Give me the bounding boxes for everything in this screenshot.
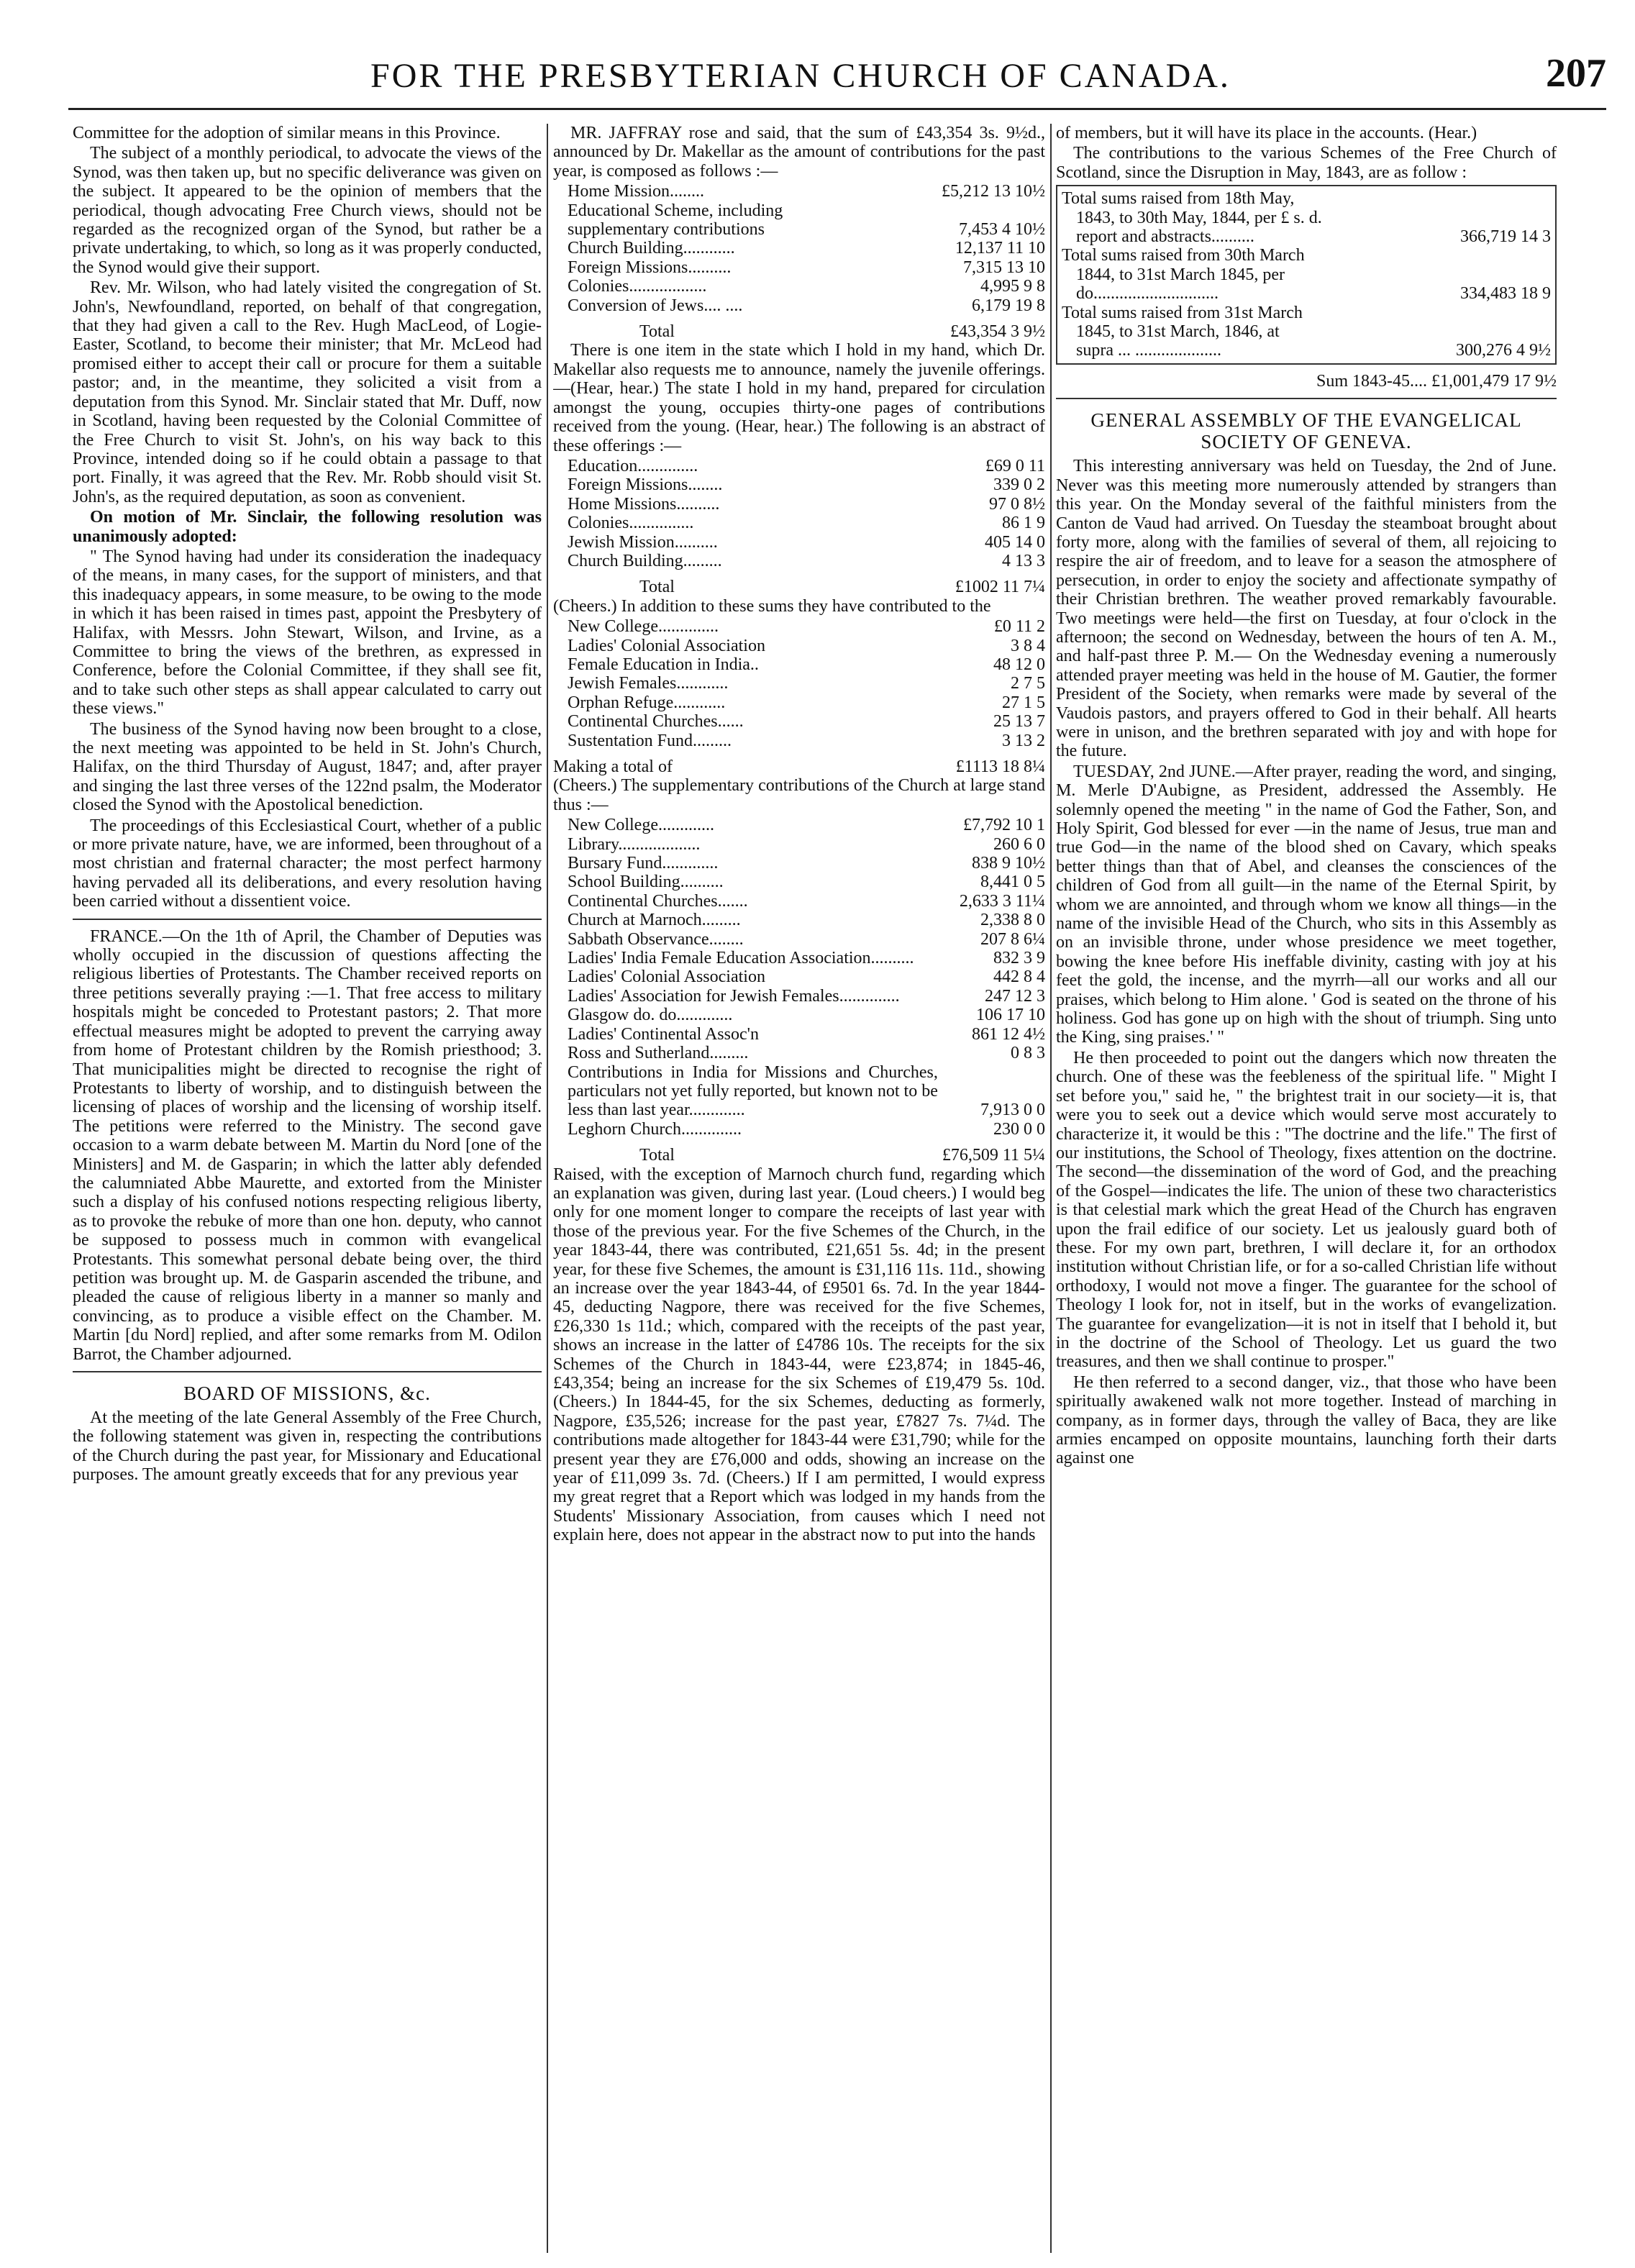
page-number: 207 xyxy=(1546,51,1606,96)
ledger-row xyxy=(553,949,1045,967)
column-divider-2 xyxy=(1050,124,1052,2253)
ledger-amount: 247 12 3 xyxy=(985,986,1045,1006)
running-title: FOR THE PRESBYTERIAN CHURCH OF CANADA. xyxy=(370,57,1231,95)
ledger-row xyxy=(553,674,1045,693)
ledger-amount: 12,137 11 10 xyxy=(955,239,1045,258)
paragraph: There is one item in the state which I hold in my hand, which Dr. Makellar also requests me to announce, namely the juvenile offerings.—(Hear, hear.) The state I hold in my hand, prepared for circulation amongst the young, occupies thirty-one pages of contributions received from the young. (Hear, hear.) The following is an abstract of these offerings :— xyxy=(553,341,1045,455)
paragraph: The contributions to the various Schemes of the Free Church of Scotland, since the Disruption in May, 1843, are as follow : xyxy=(1056,144,1557,182)
ledger-item: Ladies' Continental Assoc'n xyxy=(568,1024,759,1044)
total-value: £76,509 11 5¼ xyxy=(942,1146,1045,1165)
ledger-row xyxy=(553,930,1045,949)
ledger-row xyxy=(553,854,1045,873)
ledger-item: Bursary Fund............. xyxy=(568,854,719,873)
ledger-amount: 86 1 9 xyxy=(1002,514,1045,533)
ledger-item: Jewish Females............ xyxy=(568,674,729,693)
ledger-amount: 405 14 0 xyxy=(985,532,1045,552)
ledger-amount: 4,995 9 8 xyxy=(980,277,1045,296)
ledger-amount: 0 8 3 xyxy=(1011,1044,1045,1063)
ledger-item: Colonies.................. xyxy=(568,277,707,296)
ledger-amount: 8,441 0 5 xyxy=(980,873,1045,892)
making-row xyxy=(553,750,1045,776)
ledger-row xyxy=(553,637,1045,655)
total-label: Total xyxy=(639,1146,675,1165)
ledger-row xyxy=(553,873,1045,891)
paragraph: On motion of Mr. Sinclair, the following resolution was unanimously adopted: xyxy=(73,508,542,546)
ledger-amount: 339 0 2 xyxy=(993,475,1045,495)
ledger-row xyxy=(553,967,1045,986)
ledger-row xyxy=(553,816,1045,834)
ledger-item: Ladies' Association for Jewish Females.............. xyxy=(568,986,900,1006)
paragraph: He then referred to a second danger, viz., that those who have been spiritually awakened walk not more together. Instead of marching in company, as in former days, through the valley of Baca, they are like armies encamped on opposite mountains, launching forth their darts against one xyxy=(1056,1372,1557,1468)
ledger-item: Ross and Sutherland......... xyxy=(568,1044,749,1063)
ledger-amount: 97 0 8½ xyxy=(989,494,1045,514)
paragraph: (Cheers.) The supplementary contributions of the Church at large stand thus :— xyxy=(553,776,1045,814)
ledger-item: Orphan Refuge............ xyxy=(568,693,726,712)
supplementary-table xyxy=(553,816,1045,1165)
making-value: £1113 18 8¼ xyxy=(955,757,1045,776)
paragraph: Raised, with the exception of Marnoch church fund, regarding which an explanation was given, during last year. (Loud cheers.) I would beg only for one moment longer to compare the receipts of last year with those of the previous year. For the five Schemes of the Church, in the year 1843-44, there was contributed, £21,651 5s. 4d; in the present year, for these five Schemes, the amount is £31,116 11s. 11d., showing an increase over the year 1843-44, of £9501 6s. 7d. In the year 1844-45, deducting Nagpore, there was received for the five Schemes, £26,330 1s 11d.; which, compared with the receipts of the past year, shows an increase in the latter of £4786 10s. The receipts for the six Schemes of the Church in 1843-44, were £23,874; in 1845-46, £43,354; being an increase for the six Schemes of £19,479 5s. 10d. (Cheers.) In 1844-45, for the six Schemes, deducting as formerly, Nagpore, £35,526; increase for the past year, £7827 7s. 7¼d. The contributions made altogether for 1843-44 were £31,790; while for the present year they are £76,000 and odds, showing an increase on the year of £11,099 3s. 7d. (Cheers.) If I am permitted, I would express my great regret that a Report which was lodged in my hands from the Students' Missionary Association, from causes which I need not explain here, does not appear in the abstract now to put into the hands xyxy=(553,1165,1045,1545)
ledger-item: Jewish Mission.......... xyxy=(568,532,718,552)
ledger-item: Sustentation Fund......... xyxy=(568,731,732,750)
section-rule xyxy=(1056,398,1557,399)
other-contributions-table xyxy=(553,617,1045,776)
ledger-item: Conversion of Jews.... .... xyxy=(568,296,743,315)
ledger-amount: £5,212 13 10½ xyxy=(942,182,1045,201)
disruption-summary-box xyxy=(1056,185,1557,365)
ledger-row xyxy=(553,220,1045,239)
ledger-item: supplementary contributions xyxy=(568,220,765,240)
ledger-amount: 7,913 0 0 xyxy=(980,1101,1045,1120)
ledger-item: Sabbath Observance........ xyxy=(568,929,744,949)
ledger-item: Church Building......... xyxy=(568,551,722,570)
summary-entry: Total sums raised from 30th March 1844, to 31st March 1845, per do............................. 334,483 18 9 xyxy=(1062,246,1551,304)
ledger-item: Foreign Missions........ xyxy=(568,475,723,495)
ledger-row xyxy=(553,201,1045,220)
total-row xyxy=(553,315,1045,341)
ledger-amount: 838 9 10½ xyxy=(972,854,1045,873)
ledger-item: School Building.......... xyxy=(568,873,724,892)
ledger-amount: 832 3 9 xyxy=(993,949,1045,968)
header-rule xyxy=(68,108,1606,110)
ledger-amount: 7,453 4 10½ xyxy=(959,220,1045,240)
paragraph: of members, but it will have its place in the accounts. (Hear.) xyxy=(1056,124,1477,142)
paragraph: This interesting anniversary was held on Tuesday, the 2nd of June. Never was this meeting more numerously attended by strangers than this year. On the Monday several of the faithful ministers from the Canton de Vaud had arrived. On Tuesday the steamboat brought about forty more, along with the families of several of them, all rejoicing to respire the air of freedom, and to leave for a season the atmosphere of persecution, in order to enjoy the society and affectionate sympathy of their Christian brethren. The weather proved remarkably favourable. Two meetings were held—the first on Tuesday, at four o'clock in the afternoon; the second on Wednesday, between the hours of ten A. M., and half-past three P. M.— On the Wednesday evening a numerously attended prayer meeting was held in the house of M. Gautier, the former President of the Society, when remarks were made by several of the Vaudois pastors, and prayers offered to God in their behalf. All hearts were in unison, and the brethren separated with joy and with hope for the future. xyxy=(1056,457,1557,761)
ledger-item: Home Mission........ xyxy=(568,182,705,201)
jaffray-intro: MR. JAFFRAY rose and said, that the sum of £43,354 3s. 9½d., announced by Dr. Makellar as the amount of contributions for the past year, is composed as follows :— xyxy=(553,124,1045,181)
total-row xyxy=(553,1139,1045,1165)
ledger-row xyxy=(553,693,1045,712)
ledger-row xyxy=(553,712,1045,731)
ledger-row xyxy=(553,987,1045,1006)
page-header xyxy=(0,0,1635,97)
paragraph: Committee for the adoption of similar means in this Province. xyxy=(73,124,501,142)
ledger-item: Education.............. xyxy=(568,456,698,475)
ledger-amount: 442 8 4 xyxy=(993,967,1045,987)
section-rule xyxy=(73,1371,542,1372)
france-paragraph: FRANCE.—On the 1th of April, the Chamber of Deputies was wholly occupied in the discussion of questions affecting the religious liberties of Protestants. The Chamber received reports on three petitions severally praying :—1. That free access to military hospitals might be conceded to Protestant pastors; 2. That more effectual measures might be adopted to prevent the carrying away from home of Protestant children by the Romish priesthood; 3. That municipalities might be directed to recognise the right of Protestants to liberty of worship, and to distinguish between the licensing of places of worship and the licensing of worship itself. The petitions were referred to the Ministry. The second gave occasion to a warm debate between M. Martin du Nord [one of the Ministers] and M. de Gasparin; in which the latter ably defended the calumniated Abbe Maurette, and extorted from the Minister such a display of his confused notions respecting religious liberty, as to provoke the rebuke of more than one hon. deputy, who cannot be supposed to possess much in common with evangelical Protestants. This somewhat personal debate being over, the third petition was brought up. M. de Gasparin ascended the tribune, and pleaded the cause of religious liberty in a manner so manly and convincing, as to produce a visible effect on the Chamber. M. Martin [du Nord] replied, and after some remarks from M. Odilon Barrot, the Chamber adjourned. xyxy=(73,926,542,1364)
paragraph: The business of the Synod having now been brought to a close, the next meeting was appointed to be held in St. John's Church, Halifax, on the third Thursday of August, 1847; and, after prayer and singing the last three verses of the 122nd psalm, the Moderator closed the Synod with the Apostolical benediction. xyxy=(73,719,542,815)
ledger-item: New College.............. xyxy=(568,617,719,637)
column-1 xyxy=(73,124,542,2253)
ledger-amount: 2,338 8 0 xyxy=(980,911,1045,930)
juvenile-offerings-table xyxy=(553,457,1045,597)
ledger-item: Educational Scheme, including xyxy=(568,201,783,220)
ledger-row xyxy=(553,552,1045,570)
ledger-item: Library................... xyxy=(568,834,701,854)
paragraph: He then proceeded to point out the dangers which now threaten the church. One of these was the feebleness of the spiritual life. " Might I set before you," said he, " the brightest trait in our society—it is, that were you to seek out a device which would serve most accurately to characterize it, it would be this : "The doctrine and the life." The first of our institutions, the School of Theology, fixes attention on the doctrine. The second—the dissemination of the word of God, and the preaching of the Gospel—indicates the life. The union of these two characteristics is that celestial mark which the great Head of the Church has engraven upon the frail edifice of our society. Let us jealously guard both of these. For my own part, brethren, I will declare it, for an orthodox institution without Christian life, or for a so-called Christian life without orthodoxy, I would not move a finger. The guarantee for the school of Theology I look for, not in itself, but in the works of evangelization. The guarantee for evangelization—it is not in itself that I behold it, but in the doctrine of the School of Theology. Let us guard the two treasures, and then we shall continue to prosper." xyxy=(1056,1048,1557,1372)
ledger-amount: 2 7 5 xyxy=(1011,674,1045,693)
total-value: £43,354 3 9½ xyxy=(950,322,1045,342)
ledger-amount: 6,179 19 8 xyxy=(972,296,1045,315)
board-paragraph: At the meeting of the late General Assembly of the Free Church, the following statement was given in, respecting the contributions of the Church during the past year, for Missionary and Educational purposes. The amount greatly exceeds that for any previous year xyxy=(73,1408,542,1485)
ledger-amount: 260 6 0 xyxy=(993,834,1045,854)
column-2 xyxy=(553,124,1045,2253)
ledger-row xyxy=(553,182,1045,201)
ledger-item: Leghorn Church.............. xyxy=(568,1119,742,1139)
ledger-row xyxy=(553,296,1045,315)
making-label: Making a total of xyxy=(553,757,673,776)
contributions-table xyxy=(553,182,1045,341)
column-divider-1 xyxy=(547,124,548,2253)
ledger-row xyxy=(553,457,1045,475)
ledger-amount: £69 0 11 xyxy=(985,456,1045,475)
ledger-row xyxy=(553,1025,1045,1044)
paragraph: Rev. Mr. Wilson, who had lately visited the congregation of St. John's, Newfoundland, reported, on behalf of that congregation, that they had given a call to the Rev. Hugh MacLeod, of Logie-Easter, Scotland, to become their minister; that Mr. McLeod had promised either to accept their call or procure for them a suitable pastor; and, in the meantime, they solicited a visit from a deputation from this Synod. Mr. Sinclair stated that Mr. Duff, now in Scotland, having been requested by the Colonial Committee of the Free Church to visit St. John's, on his way back to this Province, intended doing so if he could obtain a passage to that port. Finally, it was agreed that the Rev. Mr. Robb should visit St. John's, as the required deputation, as soon as convenient. xyxy=(73,278,542,506)
total-label: Total xyxy=(639,578,675,597)
ledger-row xyxy=(553,533,1045,552)
total-label: Total xyxy=(639,322,675,342)
ledger-item: Foreign Missions.......... xyxy=(568,258,732,277)
ledger-row xyxy=(553,514,1045,532)
ledger-row xyxy=(553,277,1045,296)
ledger-row xyxy=(553,732,1045,750)
ledger-item: Glasgow do. do............. xyxy=(568,1006,733,1025)
ledger-row xyxy=(553,835,1045,854)
ledger-item: Colonies............... xyxy=(568,514,694,533)
ledger-row xyxy=(553,495,1045,514)
section-rule xyxy=(73,919,542,920)
ledger-amount: 25 13 7 xyxy=(993,712,1045,732)
geneva-heading: GENERAL ASSEMBLY OF THE EVANGELICAL SOCIETY OF GENEVA. xyxy=(1090,409,1522,453)
ledger-row xyxy=(553,617,1045,636)
ledger-item: Contributions in India for Missions and Churches, particulars not yet fully reported, but known not to be less than last year............. xyxy=(568,1062,938,1120)
ledger-item: Ladies' Colonial Association xyxy=(568,967,765,987)
ledger-amount: 2,633 3 11¼ xyxy=(959,891,1045,911)
ledger-item: Church at Marnoch......... xyxy=(568,911,741,930)
paragraph: (Cheers.) In addition to these sums they have contributed to the xyxy=(553,596,991,616)
ledger-amount: 207 8 6¼ xyxy=(980,929,1045,949)
ledger-amount: 861 12 4½ xyxy=(972,1024,1045,1044)
ledger-row xyxy=(553,1044,1045,1062)
ledger-amount: 7,315 13 10 xyxy=(963,258,1045,277)
ledger-amount: 106 17 10 xyxy=(976,1006,1045,1025)
ledger-row xyxy=(553,258,1045,277)
ledger-item: Home Missions.......... xyxy=(568,494,720,514)
ledger-item: New College............. xyxy=(568,816,714,835)
ledger-row xyxy=(553,655,1045,674)
ledger-amount: £7,792 10 1 xyxy=(963,816,1045,835)
ledger-row xyxy=(553,1006,1045,1024)
ledger-amount: 4 13 3 xyxy=(1002,551,1045,570)
total-value: £1002 11 7¼ xyxy=(955,578,1045,597)
ledger-row xyxy=(553,1120,1045,1139)
ledger-item: Ladies' Colonial Association xyxy=(568,636,765,655)
ledger-item: Church Building............ xyxy=(568,239,735,258)
ledger-amount: 27 1 5 xyxy=(1002,693,1045,712)
ledger-item: Continental Churches....... xyxy=(568,891,748,911)
ledger-item: Female Education in India.. xyxy=(568,655,759,674)
ledger-amount: £0 11 2 xyxy=(993,617,1045,637)
ledger-row xyxy=(553,475,1045,494)
ledger-row xyxy=(553,1063,1045,1120)
board-heading: BOARD OF MISSIONS, &c. xyxy=(183,1383,431,1404)
ledger-item: Continental Churches...... xyxy=(568,712,744,732)
ledger-amount: 48 12 0 xyxy=(993,655,1045,674)
ledger-amount: 3 13 2 xyxy=(1002,731,1045,750)
column-3 xyxy=(1056,124,1557,2253)
resolution-quote: " The Synod having had under its consideration the inadequacy of the means, in many cases, for the support of ministers, and that this inadequacy appears, in some measure, to be owing to the mode in which it has been raised in times past, appoint the Presbytery of Halifax, with Messrs. John Stewart, Wilson, and Irvine, as a Committee to bring the views of the brethren, as expressed in Conference, before the Colonial Committee, if they shall see fit, and to take such other steps as shall appear calculated to carry out these views." xyxy=(73,547,542,719)
ledger-amount: 3 8 4 xyxy=(1011,636,1045,655)
ledger-row xyxy=(553,892,1045,911)
ledger-amount: 230 0 0 xyxy=(993,1119,1045,1139)
ledger-row xyxy=(553,239,1045,258)
sum-total: Sum 1843-45.... £1,001,479 17 9½ xyxy=(1316,371,1557,391)
ledger-item: Ladies' India Female Education Association.......... xyxy=(568,949,914,968)
paragraph: TUESDAY, 2nd JUNE.—After prayer, reading the word, and singing, M. Merle D'Aubigne, as President, addressed the Assembly. He solemnly opened the meeting " in the name of God the Father, Son, and Holy Spirit, God blessed for ever —in the name of Jesus, true man and true God—in the name of the blood shed on Cavary, which speaks better things than that of Abel, and cleanses the consciences of the children of God from all guilt—in the name of the Eternal Spirit, by whom we are annointed, and through whom we know all things—in the name of the invisible Head of the Church, who sits in this Assembly as on an invisible throne, under whose presidence we meet together, bowing the knee before His ineffable divinity, casting with joy at his feet the gold, the incense, and the myrrh—all our works and all our praises, which belong to Him alone. ' God is seated on the throne of his holiness. God has gone up on high with the shout of triumph. Sing unto the King, sing praises.' " xyxy=(1056,762,1557,1047)
paragraph: The proceedings of this Ecclesiastical Court, whether of a public or more private nature, have, we are informed, been throughout of a most christian and fraternal character; the most perfect harmony having pervaded all its deliberations, and every resolution having been carried without a dissentient voice. xyxy=(73,816,542,911)
ledger-row xyxy=(553,911,1045,929)
paragraph: The subject of a monthly periodical, to advocate the views of the Synod, was then taken up, but no specific deliverance was given on the subject. It appeared to be the opinion of members that the periodical, though advocating Free Church views, should not be regarded as the recognized organ of the Synod, but rather be a private undertaking, to which, so long as it was properly conducted, the Synod would give their support. xyxy=(73,144,542,277)
total-row xyxy=(553,570,1045,596)
summary-entry: Total sums raised from 18th May, 1843, to 30th May, 1844, per £ s. d. report and abstracts.......... 366,719 14 3 xyxy=(1062,189,1551,247)
ledger-amount xyxy=(888,201,1045,220)
summary-entry: Total sums raised from 31st March 1845, to 31st March, 1846, at supra ... .................... 300,276 4 9½ xyxy=(1062,303,1551,360)
